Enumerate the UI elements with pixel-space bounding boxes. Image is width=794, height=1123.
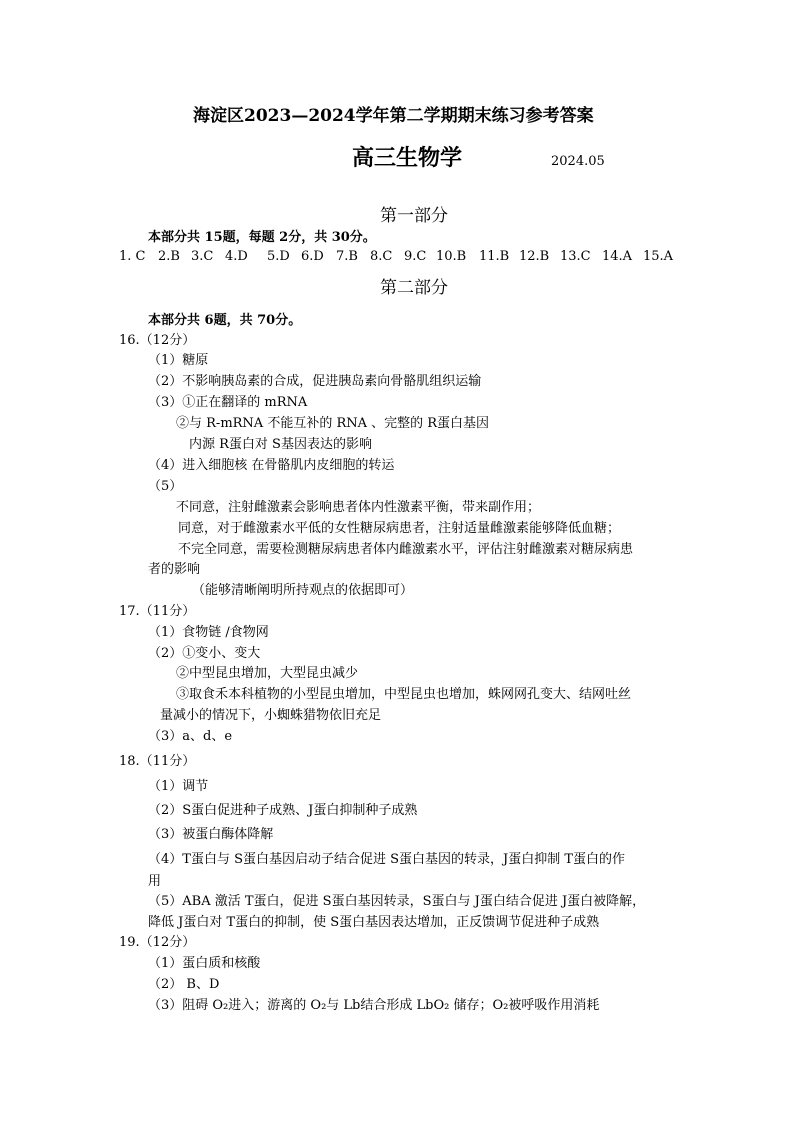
answer-line: ②与 R-mRNA 不能互补的 RNA 、完整的 R蛋白基因 [176, 416, 490, 431]
part1-heading: 第一部分 [380, 206, 448, 226]
answer-line: 者的影响 [148, 562, 201, 577]
answer-line: （2）①变小、变大 [148, 646, 261, 661]
answer-line: 内源 R蛋白对 S基因表达的影响 [189, 437, 372, 452]
answer-line: 降低 J蛋白对 T蛋白的抑制，使 S蛋白基因表达增加，正反馈调节促进种子成熟 [148, 915, 600, 930]
part2-heading: 第二部分 [380, 278, 448, 298]
answer-line: （3）阻碍 O₂进入；游离的 O₂与 Lb结合形成 LbO₂ 储存；O₂被呼吸作用消耗 [148, 998, 600, 1013]
question-head: 16.（12分） [119, 333, 196, 348]
answer-line: （5） [148, 479, 183, 494]
answer-line: （1）食物链 /食物网 [148, 625, 269, 640]
answer-item: 9.C [404, 249, 427, 264]
answer-line: （1）调节 [148, 779, 209, 794]
answer-item: 8.C [370, 249, 393, 264]
question-head: 17.（11分） [119, 604, 196, 619]
question-head: 19.（12分） [119, 935, 196, 950]
answer-line: （5）ABA 激活 T蛋白，促进 S蛋白基因转录，S蛋白与 J蛋白结合促进 J蛋白被降解， [148, 894, 646, 909]
answer-line: （2） B、D [148, 977, 220, 992]
answer-line: 用 [148, 874, 162, 889]
answer-line: ③取食禾本科植物的小型昆虫增加，中型昆虫也增加，蛛网网孔变大、结网吐丝 [176, 687, 632, 702]
answer-item: 5.D [267, 249, 290, 264]
answer-item: 4.D [225, 249, 248, 264]
answer-line: （3）被蛋白酶体降解 [148, 827, 274, 842]
answer-item: 15.A [643, 249, 674, 264]
answer-line: 不完全同意，需要检测糖尿病患者体内雌激素水平，评估注射雌激素对糖尿病患 [178, 542, 634, 557]
part1-intro: 本部分共 15题，每题 2分，共 30分。 [148, 230, 376, 245]
answer-line: （4）T蛋白与 S蛋白基因启动子结合促进 S蛋白基因的转录，J蛋白抑制 T蛋白的作 [148, 852, 626, 867]
answer-item: 3.C [191, 249, 214, 264]
answer-line: （4）进入细胞核 在骨骼肌内皮细胞的转运 [148, 458, 395, 473]
answer-line: （1）糖原 [148, 353, 209, 368]
answer-line: （3）①正在翻译的 mRNA [148, 395, 308, 410]
answer-line: （2）S蛋白促进种子成熟、J蛋白抑制种子成熟 [148, 803, 418, 818]
answer-line: 不同意，注射雌激素会影响患者体内性激素平衡，带来副作用； [176, 500, 541, 515]
answer-line: （1）蛋白质和核酸 [148, 956, 261, 971]
answer-item: 14.A [602, 249, 633, 264]
answer-item: 6.D [301, 249, 324, 264]
answer-item: 11.B [479, 249, 510, 264]
answer-line: 量减小的情况下，小蜘蛛猎物依旧充足 [160, 708, 382, 723]
document-date: 2024.05 [551, 154, 605, 169]
answer-item: 7.B [336, 249, 358, 264]
document-title: 海淀区2023—2024学年第二学期期末练习参考答案 [193, 106, 594, 126]
part2-intro: 本部分共 6题，共 70分。 [148, 313, 302, 328]
subject-title: 高三生物学 [352, 146, 463, 171]
answer-item: 1. C [119, 249, 146, 264]
answer-line: ②中型昆虫增加，大型昆虫减少 [176, 666, 359, 681]
answer-line: （2）不影响胰岛素的合成，促进胰岛素向骨骼肌组织运输 [148, 374, 482, 389]
answer-line: （3）a、d、e [148, 729, 233, 744]
answer-item: 2.B [158, 249, 180, 264]
answer-item: 13.C [560, 249, 591, 264]
answer-item: 10.B [436, 249, 467, 264]
answer-line: 同意，对于雌激素水平低的女性糖尿病患者，注射适量雌激素能够降低血糖； [178, 521, 621, 536]
answer-note: （能够清晰阐明所持观点的依据即可） [192, 583, 414, 598]
question-head: 18.（11分） [119, 754, 196, 769]
answer-item: 12.B [519, 249, 550, 264]
